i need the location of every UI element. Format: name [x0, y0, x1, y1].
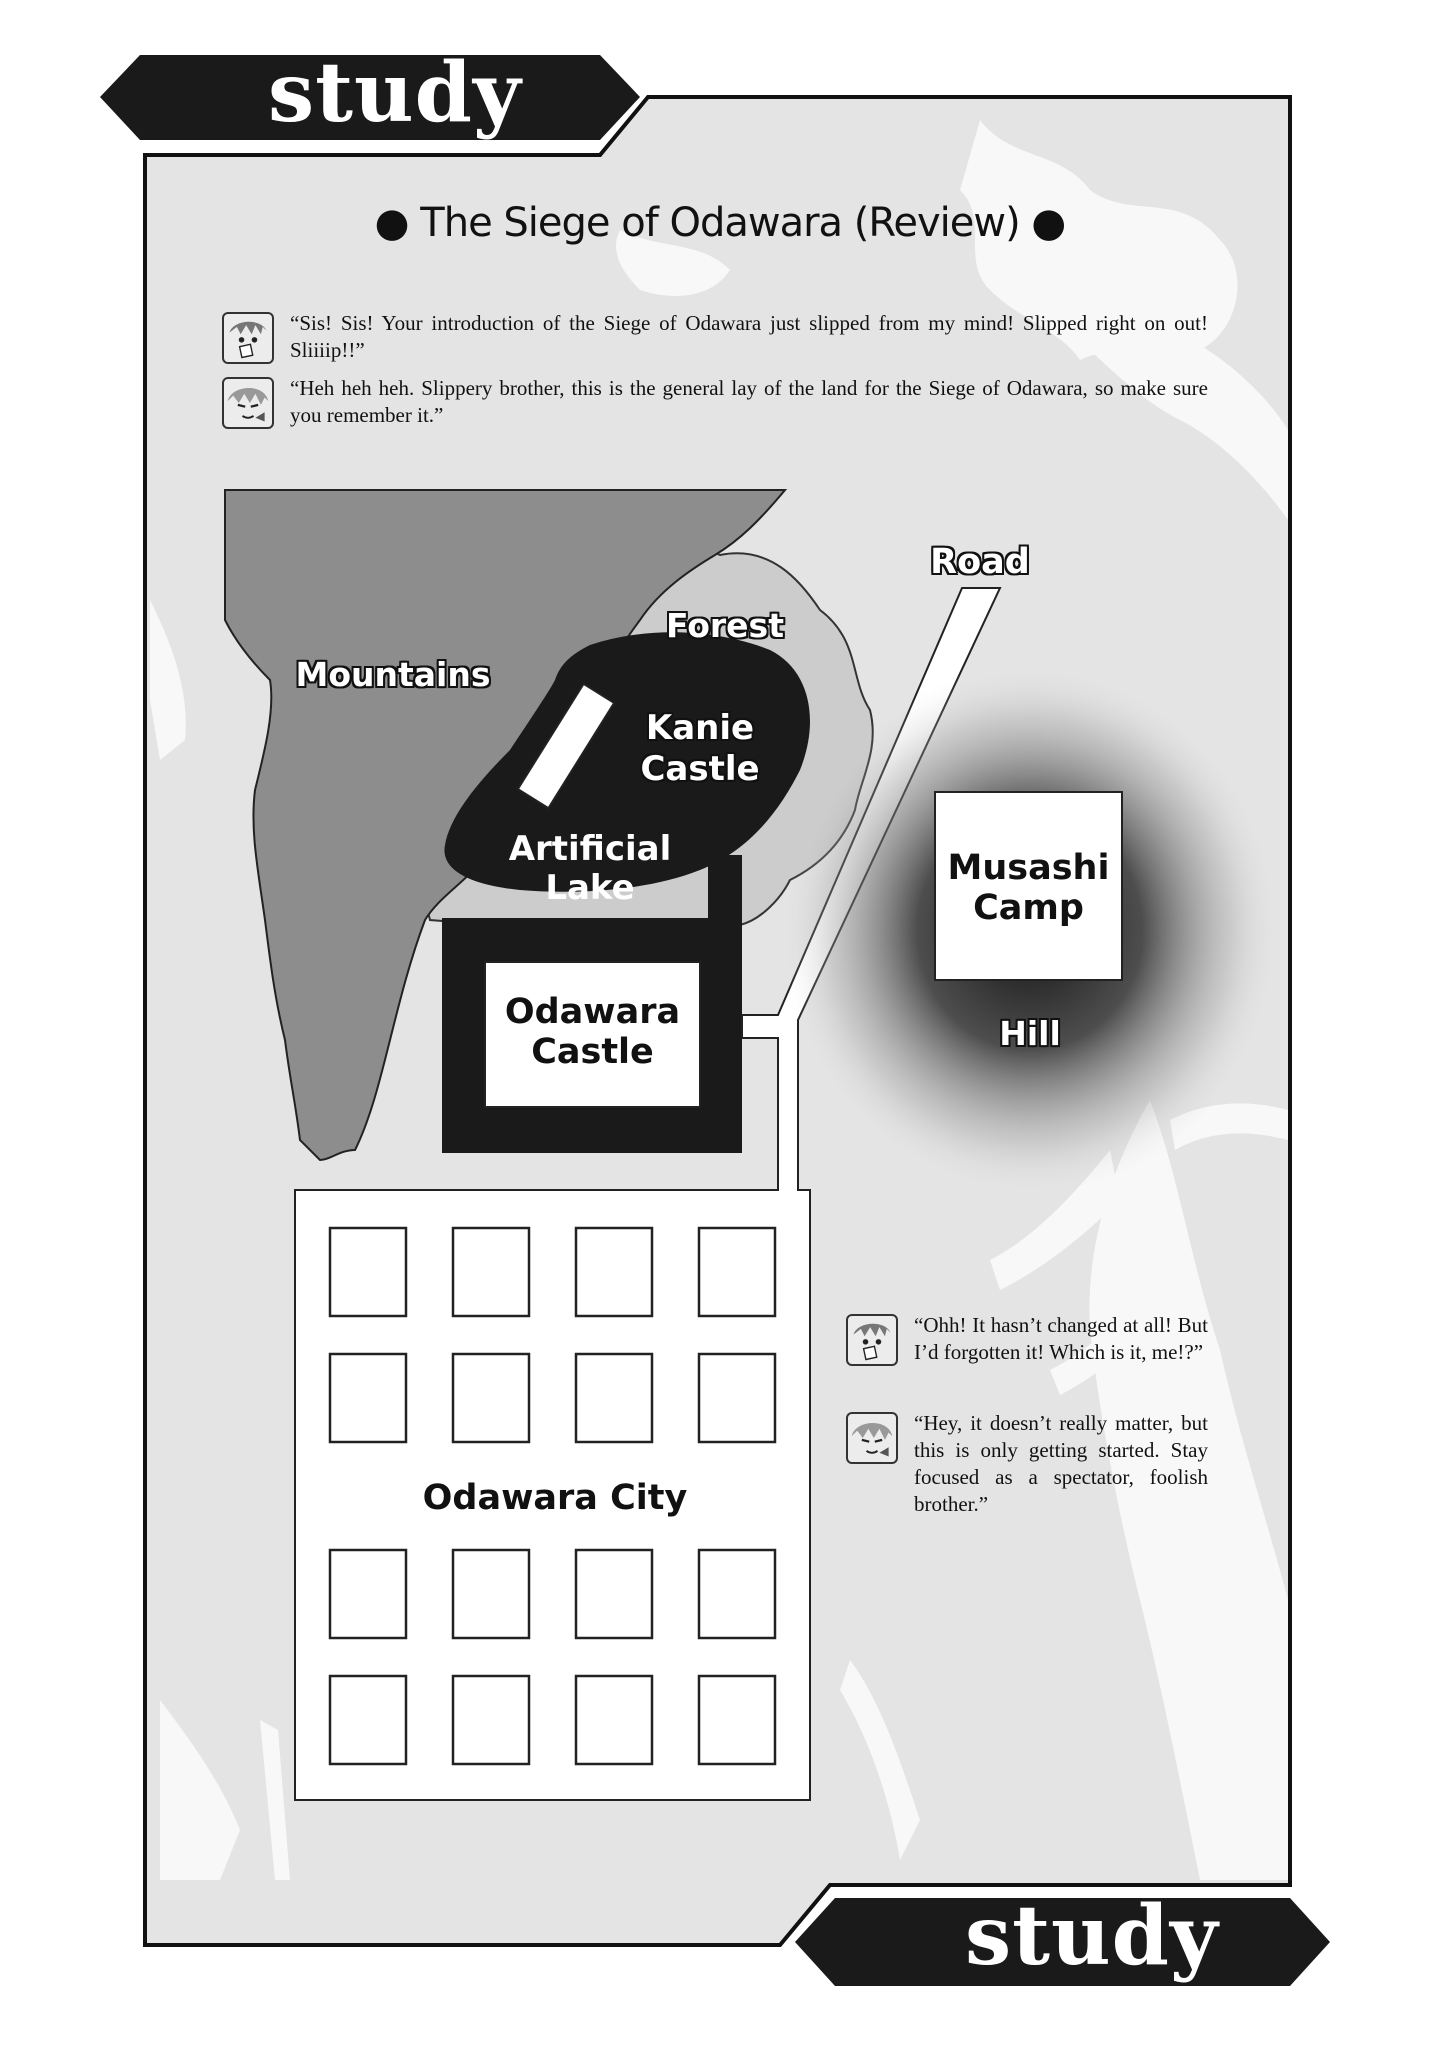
label-artificial-lake: Artificial Lake: [508, 829, 672, 909]
dialogue-line-4: “Hey, it doesn’t really matter, but this is only getting started. Stay focused as a spectator, foolish brother.”: [914, 1411, 1208, 1516]
label-mountains: Mountains: [295, 655, 491, 694]
brother-face-icon: [222, 312, 274, 364]
label-hill: Hill: [999, 1014, 1061, 1053]
top-banner-label: study: [268, 45, 522, 141]
label-musashi-camp: Musashi Camp: [947, 848, 1110, 929]
label-forest: Forest: [666, 606, 784, 645]
bottom-banner-label: study: [965, 1888, 1219, 1984]
dialogue-line-3: “Ohh! It hasn’t changed at all! But I’d forgotten it! Which is it, me!?”: [914, 1313, 1208, 1364]
label-odawara-castle: Odawara Castle: [504, 992, 681, 1073]
brother-face-icon: [846, 1314, 898, 1366]
label-odawara-city: Odawara City: [422, 1478, 688, 1518]
sister-face-icon: [222, 377, 274, 429]
dialogue-line-1: “Sis! Sis! Your introduction of the Siege of Odawara just slipped from my mind! Slipped right on out! Sliiiip!!”: [290, 311, 1208, 362]
label-kanie-castle: Kanie Castle: [640, 708, 760, 789]
dialogue-line-2: “Heh heh heh. Slippery brother, this is the general lay of the land for the Siege of Odawara, so make sure you remember it.”: [290, 376, 1208, 427]
sister-face-icon: [846, 1412, 898, 1464]
page-title: ● The Siege of Odawara (Review) ●: [374, 200, 1066, 246]
label-road: Road: [930, 542, 1030, 582]
